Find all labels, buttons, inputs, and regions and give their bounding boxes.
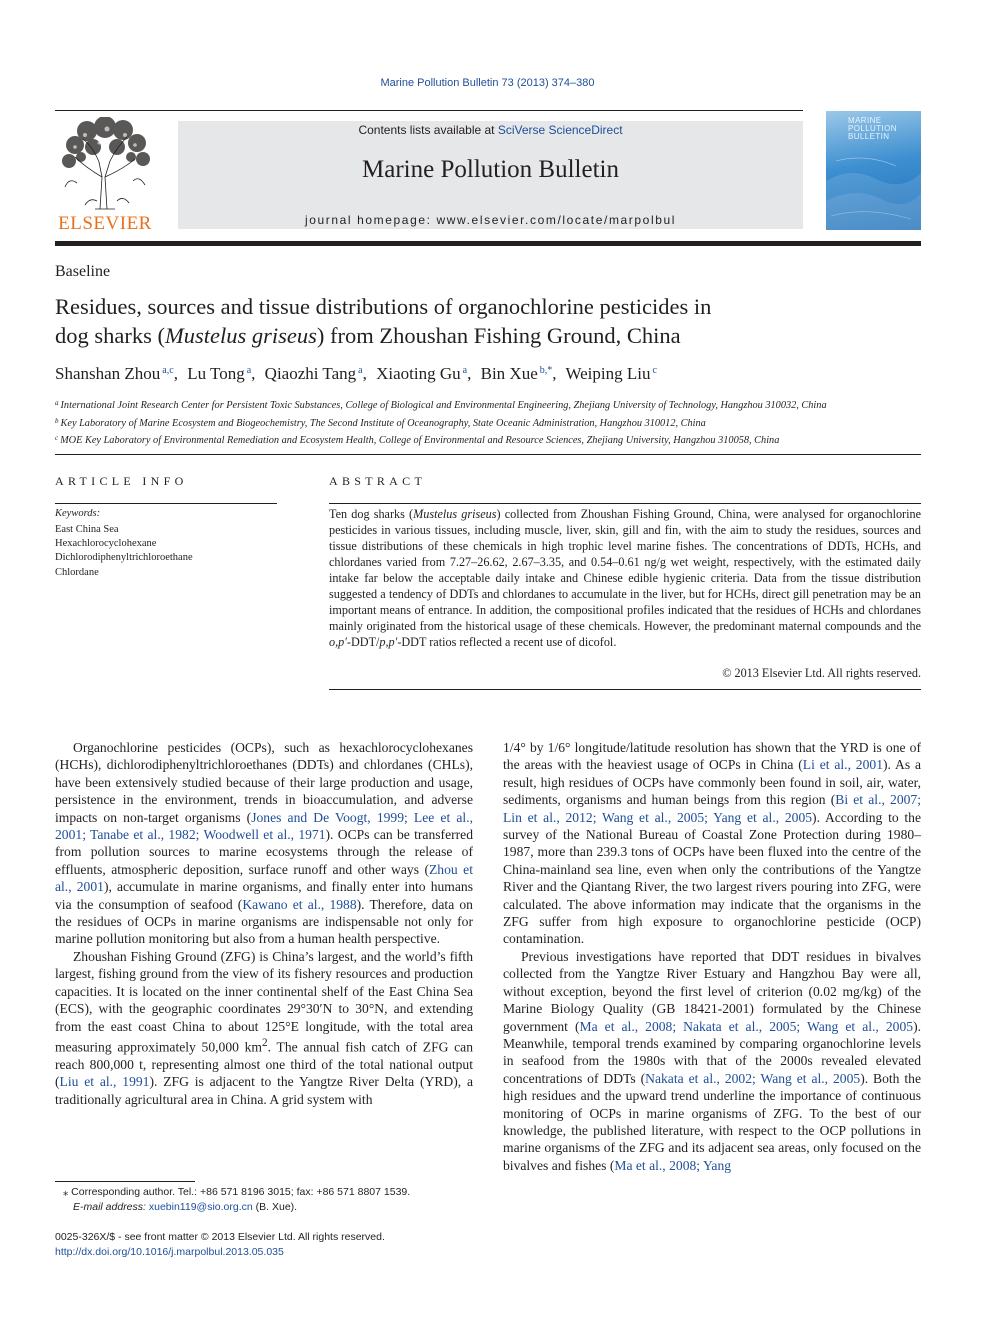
keyword: Hexachlorocyclohexane <box>55 538 157 550</box>
abstract-rule <box>329 503 921 504</box>
journal-header-box <box>178 121 803 229</box>
page-footer <box>55 1230 385 1259</box>
header-rule <box>55 110 803 111</box>
issn-line: 0025-326X/$ - see front matter © 2013 Elsevier Ltd. All rights reserved. <box>55 1231 385 1243</box>
footnotes <box>55 1185 410 1214</box>
journal-homepage[interactable]: journal homepage: www.elsevier.com/locate/marpolbul <box>304 213 677 227</box>
affiliations <box>55 396 827 449</box>
journal-citation[interactable]: Marine Pollution Bulletin 73 (2013) 374–380 <box>380 77 595 89</box>
cover-title: MARINE POLLUTION BULLETIN <box>848 116 897 141</box>
elsevier-tree-icon <box>55 117 155 212</box>
reference-link[interactable]: Bi et al., 2007; Lin et al., 2012; Wang et al., 2005; Yang et al., 2005 <box>503 792 922 825</box>
affiliation-item: $^c$ MOE Key Laboratory of Environmental Remediation and Ecosystem Health, College of Environmental and Resource Sciences, Zhejiang University, Hangzhou 310058, China <box>55 434 780 446</box>
elsevier-wordmark: ELSEVIER <box>58 213 152 234</box>
keyword: Dichlorodiphenyltrichloroethane <box>55 552 193 564</box>
email-link[interactable]: xuebin119@sio.org.cn <box>148 1200 253 1213</box>
abstract-copyright: © 2013 Elsevier Ltd. All rights reserved. <box>722 666 921 680</box>
body-paragraph: Previous investigations have reported that DDT residues in bivalves collected from the Yangtze River Estuary and Hangzhou Bay were all, without exception, beyond the first level of criterion (0.02 mg/kg) of the Marine Biology Quality (GB 18421-2001) formulated by the Chinese government (Ma et al., 2008; Nakata et al., 2005; Wang et al., 2005). Meanwhile, temporal trends examined by comparing organochlorine levels in seafood from the 1980s with that of the 2000s revealed elevated concentrations of DDTs (Nakata et al., 2002; Wang et al., 2005). Both the high residues and the upward trend underline the importance of continuous monitoring of OCPs in marine organisms of ZFG. To the best of our knowledge, the published literature, with respect to the OCP pollutions in marine organisms of the ZFG and its adjacent sea areas, only focused on the bivalves and fishes (Ma et al., 2008; Yang <box>503 948 921 1173</box>
affiliation-item: $^b$ Key Laboratory of Marine Ecosystem and Biogeochemistry, The Second Institute of Oceanography, State Oceanic Administration, Hangzhou 310012, China <box>55 416 706 429</box>
keyword: East China Sea <box>55 524 119 535</box>
author-name[interactable]: Qiaozhi Tang $^a$, <box>264 364 367 383</box>
elsevier-logo[interactable] <box>55 117 155 237</box>
keywords-label: Keywords: <box>55 508 101 519</box>
reference-link[interactable]: Li et al., 2001 <box>802 757 883 773</box>
author-name[interactable]: Xiaoting Gu $^a$, <box>376 364 472 383</box>
keyword-list <box>55 523 193 580</box>
article-info-rule <box>55 503 277 504</box>
article-title: Residues, sources and tissue distributions of organochlorine pesticides in dog sharks (Mustelus griseus) from Zhoushan Fishing Ground, China <box>55 294 712 348</box>
reference-link[interactable]: Zhou et al., 2001 <box>55 861 473 895</box>
affiliation-rule <box>55 454 921 455</box>
author-name[interactable]: Weiping Liu $^c$ <box>565 364 657 383</box>
section-label: Baseline <box>55 263 111 280</box>
reference-link[interactable]: Liu et al., 1991 <box>59 1074 150 1090</box>
body-paragraph: Zhoushan Fishing Ground (ZFG) is China’s largest, and the world’s fifth largest, fishing ground from the view of its fishery resources and production capacities. It is located on the inner continental shelf of the East China Sea (ECS), with the geographic coordinates 29°30′N to 30°N, and extending from the east coast China to about 125°E longitude, with the total area measuring approximately 50,000 $km^2$. The annual fish catch of ZFG can reach 800,000 t, representing almost one third of the total national output (Liu et al., 1991). ZFG is adjacent to the Yangtze River Delta (YRD), a traditionally agricultural area in China. A grid system with <box>55 948 474 1107</box>
body-paragraph: 1/4° by 1/6° longitude/latitude resolution has shown that the YRD is one of the areas with the heaviest usage of OCPs in China (Li et al., 2001). As a result, high residues of OCPs have commonly been found in soil, air, water, sediments, organisms and human beings from this region (Bi et al., 2007; Lin et al., 2012; Wang et al., 2005; Yang et al., 2005). According to the survey of the National Bureau of Coastal Zone Protection during 1980–1987, more than 239.3 tons of OCPs have been fluxed into the centre of the China-mainland sea line, even when only the contributions of the Yangtze River and the Qiantang River, the two largest rivers pouring into ZFG, were calculated. The above information may indicate that the organisms in the ZFG suffer from high exposure to organochlorine pesticide (OCP) contamination. <box>503 740 922 947</box>
sciencedirect-link[interactable]: SciVerse ScienceDirect <box>497 123 623 137</box>
author-name[interactable]: Lu Tong $^a$, <box>187 364 256 383</box>
affiliation-item: $^a$ International Joint Research Center for Persistent Toxic Substances, College of Biological and Environmental Engineering, Zhejiang University of Technology, Hangzhou 310032, China <box>55 399 827 411</box>
body-column-left <box>55 739 473 1108</box>
article-info-heading: ARTICLE INFO <box>55 474 188 488</box>
body-paragraph: Organochlorine pesticides (OCPs), such as hexachlorocyclohexanes (HCHs), dichlorodiphenyltrichloroethanes (DDTs) and chlordanes (CHLs), have been extensively studied because of their large production and usage, persistence in the environment, trends in bioaccumulation, and adverse impacts on non-target organisms (Jones and De Voogt, 1999; Lee et al., 2001; Tanabe et al., 1982; Woodwell et al., 1971). OCPs can be transferred from pollution sources to marine ecosystems through the release of effluents, atmospheric deposition, surface runoff and other ways (Zhou et al., 2001), accumulate in marine organisms, and finally enter into humans via the consumption of seafood (Kawano et al., 1988). Therefore, data on the residues of OCPs in marine organisms are indispensable not only for marine pollution monitoring but also from a human health perspective. <box>55 740 473 947</box>
author-list <box>55 364 662 384</box>
corresponding-author-note: ⁎ Corresponding author. Tel.: +86 571 8196 3015; fax: +86 571 8807 1539. <box>63 1186 411 1198</box>
contents-line: Contents lists available at SciVerse ScienceDirect <box>358 123 623 137</box>
body-column-right <box>503 739 921 1174</box>
abstract-heading: ABSTRACT <box>329 474 427 488</box>
author-name[interactable]: Bin Xue $^{b,*}$, <box>480 364 557 383</box>
journal-name: Marine Pollution Bulletin <box>362 156 619 183</box>
footnote-rule <box>55 1181 195 1182</box>
doi-link[interactable]: http://dx.doi.org/10.1016/j.marpolbul.2013.05.035 <box>55 1245 284 1258</box>
journal-cover-image[interactable] <box>826 111 921 230</box>
reference-link[interactable]: Ma et al., 2008; Nakata et al., 2005; Wang et al., 2005 <box>579 1018 914 1034</box>
email-note: E-mail address: xuebin119@sio.org.cn (B. Xue). <box>73 1200 298 1213</box>
author-name[interactable]: Shanshan Zhou $^{a,c}$, <box>55 364 178 383</box>
abstract-bottom-rule <box>329 689 921 690</box>
header-thick-rule <box>55 241 921 246</box>
keyword: Chlordane <box>55 566 99 578</box>
reference-link[interactable]: Nakata et al., 2002; Wang et al., 2005 <box>645 1070 861 1086</box>
abstract-text: Ten dog sharks (Mustelus griseus) collected from Zhoushan Fishing Ground, China, were analysed for organochlorine pesticides in various tissues, including muscle, liver, skin, gill and fin, with the aim to study the residues, sources and tissue distributions of these chemicals in high trophic level marine fishes. The concentrations of DDTs, HCHs, and chlordanes varied from 7.27–26.62, 2.67–3.35, and 0.54–0.61 ng/g wet weight, respectively, with the estimated daily intake far below the acceptable daily intake and Chinese edible hygienic criteria. Data from the tissue distribution suggested a tendency of DDTs and chlordanes to accumulate in the liver, but for HCHs, direct gill penetration may be an important means of entrance. In addition, the compositional profiles indicated that the residues of HCHs and chlordanes mainly originated from the historical usage of these chemicals. However, the predominant maternal compounds and the o,p′-DDT/p,p′-DDT ratios reflected a recent use of dicofol. <box>329 507 922 649</box>
reference-link[interactable]: Jones and De Voogt, 1999; Lee et al., 2001; Tanabe et al., 1982; Woodwell et al., 1971 <box>55 809 473 843</box>
reference-link[interactable]: Kawano et al., 1988 <box>242 896 357 912</box>
reference-link[interactable]: Ma et al., 2008; Yang <box>614 1157 732 1173</box>
